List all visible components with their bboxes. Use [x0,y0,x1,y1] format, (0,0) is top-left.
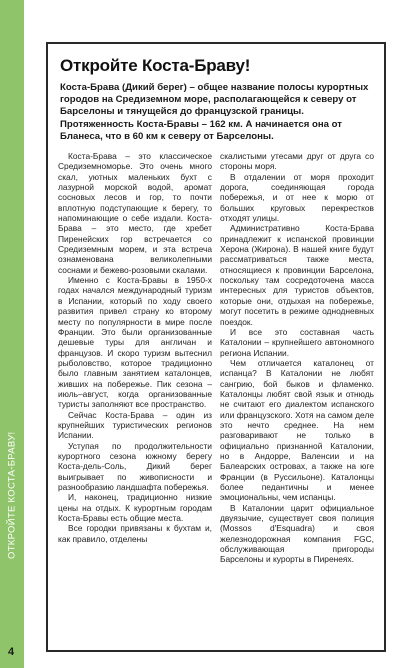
paragraph: Уступая по продолжительности курортного сезона южному берегу Коста-дель-Соль, Дикий берег выигрывает по живописности и разнообразию ландшафта побережья. [58,440,212,493]
paragraph: Чем отличается каталонец от испанца? В Каталонии не любят сангрию, бой быков и фламенко. Каталонцы любят свой язык и отнюдь не считают его диалектом испанского или французского. Хотя на самом деле это нечто среднее. На нем разговаривают не только в официально признанной Каталонии, но в Андорре, Валенсии и на Балеарских островах, а также на юге Франции (в Руссильоне). Каталонцы более педантичны и менее эмоциональны, чем испанцы. [220,357,374,503]
article-columns [58,151,374,565]
paragraph: Коста-Брава – это классическое Средиземноморье. Это очень много скал, уютных маленьких бухт с лазурной морской водой, аромат сосновых лесов и гор, то почти вплотную подступающие к берегу, то напоминающие о себе издали. Коста-Брава – это место, где хребет Пиренейских гор встречается со Средиземным морем, и эта встреча ознаменована великолепными соснами и бежево-розовыми скалами. [58,151,212,275]
paragraph: И, наконец, традиционно низкие цены на отдых. К курортным городам Коста-Бравы есть общие места. [58,492,212,524]
left-column [58,151,212,565]
page-number: 4 [8,646,15,658]
right-column [220,151,374,565]
article-box [46,42,386,652]
paragraph: Все городки привязаны к бухтам и, как правило, отделены [58,523,212,544]
paragraph: И все это составная часть Каталонии – крупнейшего автономного региона Испании. [220,326,374,358]
section-side-label: ОТКРОЙТЕ КОСТА-БРАВУ! [6,431,18,559]
paragraph-continued: скалистыми утесами друг от друга со стороны моря. [220,151,374,172]
article-title: Откройте Коста-Браву! [60,56,251,75]
paragraph: В отдалении от моря проходит дорога, соединяющая города побережья, и от нее к морю от больших круговых перекрестков отходят улицы. [220,171,374,224]
paragraph: Сейчас Коста-Брава – один из крупнейших туристических регионов Испании. [58,409,212,441]
paragraph: Административно Коста-Брава принадлежит к испанской провинции Херона (Жирона). В нашей книге будут рассматриваться также места, относящиеся к провинции Барселона, поскольку там сосредоточена масса интересных для туристов объектов, которые они, отдыхая на побережье, могут посетить в режиме однодневных поездок. [220,223,374,327]
paragraph: Именно с Коста-Бравы в 1950-х годах начался международный туризм в Испании, который по ходу своего развития привел страну ко второму месту по популярности в мире после Франции. Это были организованные дешевые туры для англичан и французов. И скоро туризм вытеснил рыболовство, которое традиционно было главным занятием каталонцев, живших на побережье. Пик сезона – июль–август, когда организованные туристы заполняют все пространство. [58,275,212,410]
article-lead: Коста-Брава (Дикий берег) – общее название полосы курортных городов на Средиземном море, располагающейся к северу от Барселоны и тянущейся до французской границы. Протяженность Коста-Бравы – 162 км. А начинается она от Бланеса, что в 60 км к северу от Барселоны. [60,82,369,142]
paragraph: В Каталонии царит официальное двуязычие, существует своя полиция (Mossos d'Esquadra) и своя железнодорожная компания FGC, обслуживающая пригороды Барселоны и курорты в Пиренеях. [220,502,374,565]
